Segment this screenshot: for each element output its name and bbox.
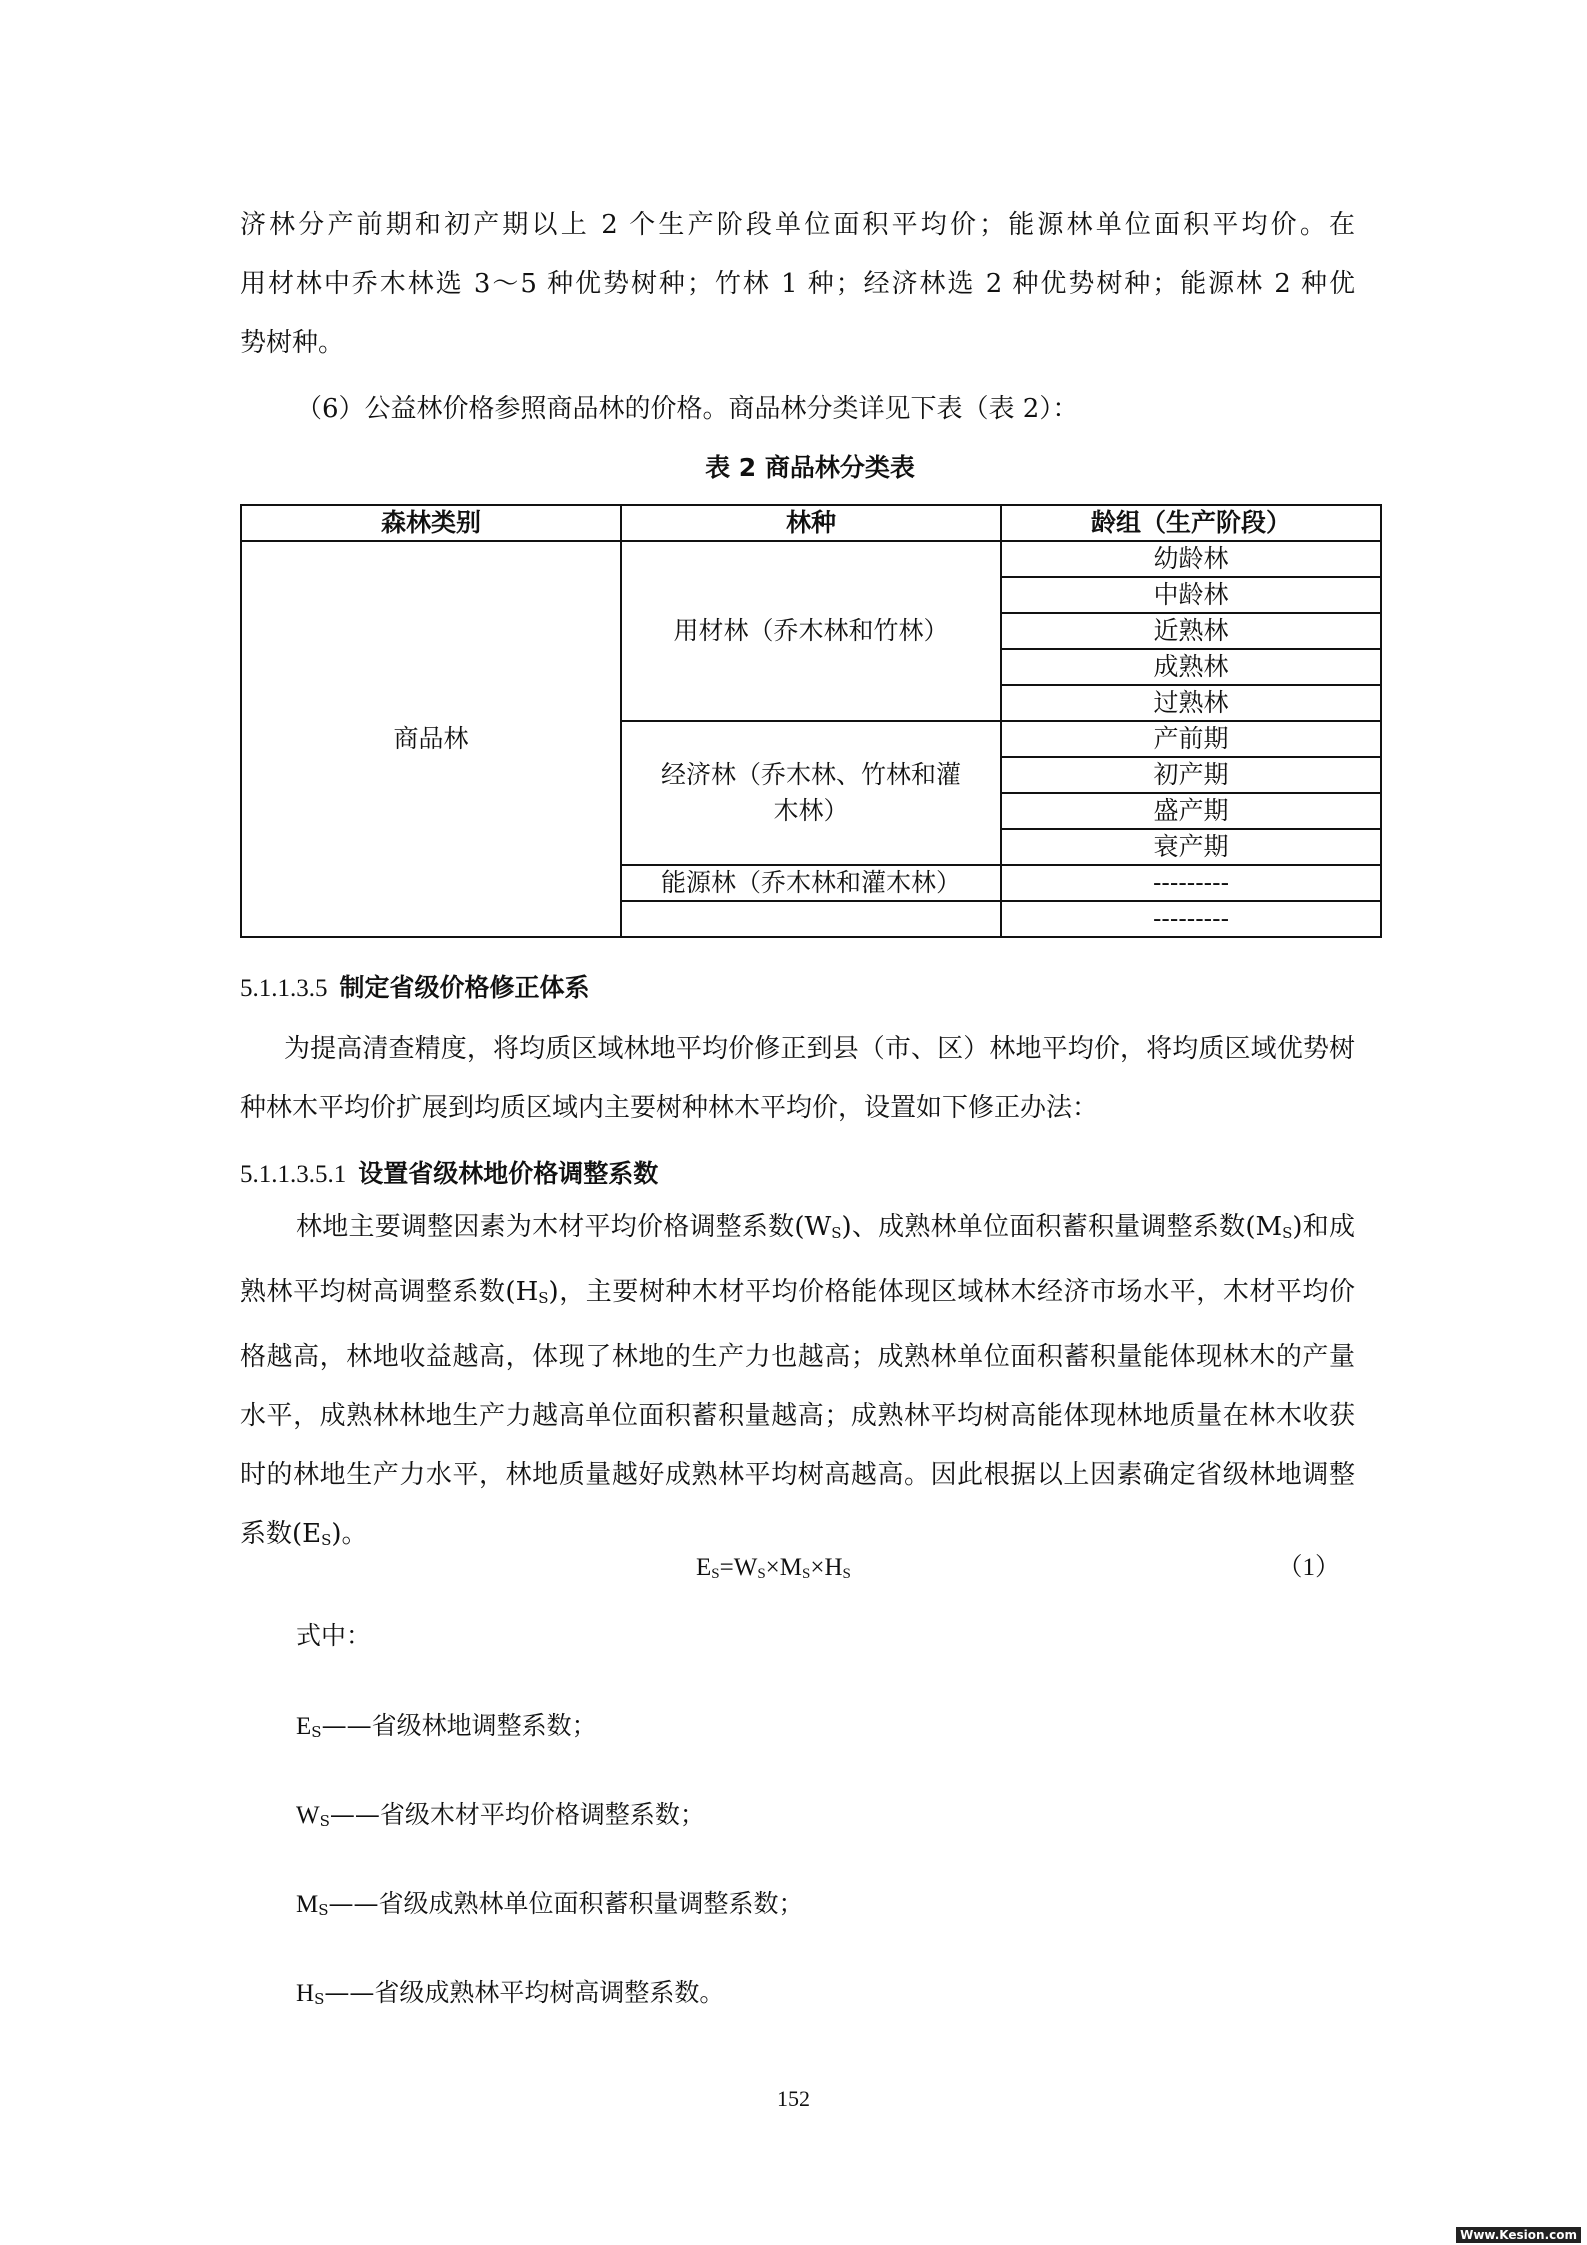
age-group-cell: 幼龄林	[1001, 541, 1381, 577]
definition-symbol: M	[296, 1891, 319, 1918]
forest-type-cell	[621, 721, 1001, 865]
subscript: S	[711, 1566, 720, 1582]
text-run: 林地主要调整因素为木材平均价格调整系数(W	[296, 1212, 832, 1242]
subscript: S	[318, 1901, 329, 1919]
definition-text: ——省级成熟林平均树高调整系数。	[324, 1978, 725, 2007]
section-number: 5.1.1.3.5	[240, 975, 328, 1002]
subsection-title: 设置省级林地价格调整系数	[358, 1159, 659, 1188]
watermark: Www.Kesion.com	[1456, 2227, 1581, 2243]
subscript: S	[831, 1224, 842, 1242]
age-group-cell: 产前期	[1001, 721, 1381, 757]
subscript: S	[538, 1289, 549, 1307]
definition-item	[296, 1795, 705, 1841]
table-header-cell: 龄组（生产阶段）	[1001, 505, 1381, 541]
definition-text: ——省级木材平均价格调整系数；	[329, 1800, 705, 1829]
forest-type-line: 经济林（乔木林、竹林和灌	[660, 760, 961, 789]
age-group-cell: 衰产期	[1001, 829, 1381, 865]
section-title: 制定省级价格修正体系	[339, 973, 590, 1002]
definition-symbol: W	[296, 1802, 320, 1829]
subscript: S	[1282, 1224, 1293, 1242]
age-group-cell: 中龄林	[1001, 577, 1381, 613]
definition-text: ——省级成熟林单位面积蓄积量调整系数；	[328, 1889, 804, 1918]
definition-text: ——省级林地调整系数；	[321, 1711, 597, 1740]
subscript: S	[314, 1990, 325, 2008]
section-heading	[240, 968, 590, 1009]
forest-type-line: 木林）	[773, 796, 849, 825]
text-run: )，主要树种木材平均价格能体现区域林木经济市场水平，木材平均价格越高，林地收益越高，体现了林地的生产力也越高；成熟林单位面积蓄积量能体现林木的产量水平，成熟林林地生产力越高单位面积蓄积量越高；成熟林平均树高能体现林地质量在林木收获时的林地生产力水平，林地质量越好成熟林平均树高越高。因此根据以上因素确定省级林地调整系数(E	[240, 1277, 1355, 1549]
definition-symbol: E	[296, 1713, 312, 1740]
definition-symbol: H	[296, 1980, 315, 2007]
age-group-cell: 初产期	[1001, 757, 1381, 793]
definition-item	[296, 1973, 724, 2019]
subscript: S	[321, 1531, 332, 1549]
age-group-cell: ---------	[1001, 865, 1381, 901]
subscript: S	[311, 1723, 322, 1741]
age-group-cell: 近熟林	[1001, 613, 1381, 649]
forest-category-cell: 商品林	[241, 541, 621, 937]
subsection-number: 5.1.1.3.5.1	[240, 1161, 347, 1188]
subscript: S	[802, 1566, 811, 1582]
definition-item	[296, 1884, 804, 1930]
forest-type-cell: 能源林（乔木林和灌木林）	[621, 865, 1001, 901]
paragraph-public-forest-price: （6）公益林价格参照商品林的价格。商品林分类详见下表（表 2）：	[296, 394, 1079, 424]
subscript: S	[842, 1566, 851, 1582]
page-number: 152	[777, 2086, 810, 2111]
subscript: S	[757, 1566, 766, 1582]
table-title: 表 2 商品林分类表	[705, 453, 915, 482]
paragraph-adjustment-factors	[240, 1198, 1355, 1570]
age-group-cell: 成熟林	[1001, 649, 1381, 685]
subsection-heading	[240, 1154, 658, 1195]
forest-type-cell	[621, 901, 1001, 937]
age-group-cell: ---------	[1001, 901, 1381, 937]
paragraph-line: 济林分产前期和初产期以上 2 个生产阶段单位面积平均价；能源林单位面积平均价。在	[240, 210, 1355, 240]
paragraph-line: 用材林中乔木林选 3～5 种优势树种；竹林 1 种；经济林选 2 种优势树种；能源林 2 种优	[240, 269, 1356, 299]
paragraph-line: 势树种。	[240, 328, 345, 358]
subscript: S	[319, 1812, 330, 1830]
age-group-cell: 盛产期	[1001, 793, 1381, 829]
table-header-row	[241, 505, 1381, 541]
formula-part: ×H	[810, 1554, 843, 1581]
paragraph-correction-method: 为提高清查精度，将均质区域林地平均价修正到县（市、区）林地平均价，将均质区域优势树种林木平均价扩展到均质区域内主要树种林木平均价，设置如下修正办法：	[240, 1034, 1355, 1123]
text-run: )、成熟林单位面积蓄积量调整系数(M	[841, 1212, 1283, 1242]
table-header-cell: 森林类别	[241, 505, 621, 541]
formula-part: E	[696, 1554, 712, 1581]
definitions-intro: 式中：	[296, 1621, 372, 1650]
equation-number: （1）	[1277, 1554, 1340, 1581]
text-run: )。	[331, 1519, 368, 1549]
formula-part: ×M	[765, 1554, 802, 1581]
age-group-cell: 过熟林	[1001, 685, 1381, 721]
table-header-cell: 林种	[621, 505, 1001, 541]
text-run: )和成熟林平均树高调整系数(H	[240, 1212, 1355, 1307]
paragraph-continuation	[240, 196, 1355, 373]
table-row	[241, 541, 1381, 577]
formula-part: =W	[719, 1554, 758, 1581]
forest-type-cell: 用材林（乔木林和竹林）	[621, 541, 1001, 721]
formula-expression	[696, 1548, 851, 1594]
commercial-forest-classification-table	[240, 504, 1382, 938]
definition-item	[296, 1706, 597, 1752]
